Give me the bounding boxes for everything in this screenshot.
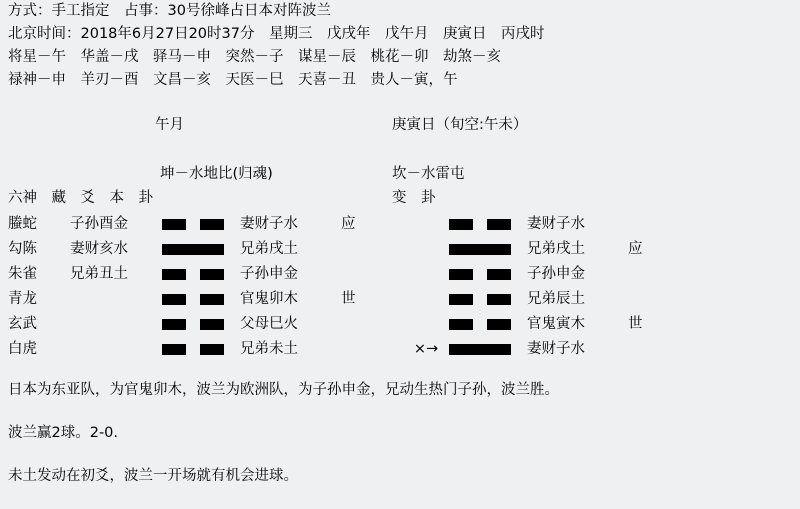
hidden-yao-cell (70, 312, 162, 337)
analysis-paragraph-1: 日本为东亚队，为官鬼卯木，波兰为欧洲队，为子孙申金，兄动生热门子孙，波兰胜。 (8, 382, 559, 398)
yao-line-yin (449, 269, 511, 280)
header-stars-line-2: 禄神－申 羊刃－酉 文昌－亥 天医－巳 天喜－丑 贵人－寅，午 (8, 72, 458, 88)
yao-line-yang (449, 244, 511, 255)
changed-shi-ying-cell (622, 337, 668, 362)
changed-yao-name-cell: 子孙申金 (527, 266, 585, 283)
yao-line-yin (449, 319, 511, 330)
original-shi-ying-cell: 应 (341, 216, 356, 233)
yao-line-yin (162, 319, 224, 330)
table-row (8, 287, 668, 312)
changed-yao-cell (449, 312, 521, 337)
original-shi-ying-cell (335, 312, 403, 337)
table-row (8, 212, 668, 237)
original-yao-name-cell: 父母巳火 (240, 316, 298, 333)
change-arrow-cell: ×→ (413, 341, 439, 358)
yao-line-yin (449, 219, 511, 230)
original-shi-ying-cell (335, 237, 403, 262)
month-label: 午月 (155, 117, 184, 133)
original-yao-cell (162, 312, 234, 337)
changed-yao-name-cell: 官鬼寅木 (527, 316, 585, 333)
original-yao-name-cell: 子孙申金 (240, 266, 298, 283)
hidden-yao-cell: 子孙酉金 (70, 216, 128, 233)
original-yao-name-cell: 官鬼卯木 (240, 291, 298, 308)
analysis-paragraph-3: 未土发动在初爻，波兰一开场就有机会进球。 (8, 468, 298, 484)
yao-line-yang (449, 344, 511, 355)
changed-yao-cell (449, 262, 521, 287)
changed-yao-cell (449, 337, 521, 362)
table-row (8, 312, 668, 337)
six-god-cell: 青龙 (8, 291, 37, 308)
header-time-line: 北京时间：2018年6月27日20时37分 星期三 戊戌年 戊午月 庚寅日 丙戌时 (8, 26, 545, 42)
analysis-paragraph-2: 波兰赢2球。2-0. (8, 425, 119, 441)
header-stars-line-1: 将星－午 华盖－戌 驿马－申 突然－子 谋星－辰 桃花－卯 劫煞－亥 (8, 49, 501, 65)
yao-line-yin (449, 294, 511, 305)
hidden-yao-cell: 兄弟丑土 (70, 266, 128, 283)
six-god-cell: 朱雀 (8, 266, 37, 283)
change-arrow-cell (403, 237, 449, 262)
original-hexagram-name: 坤－水地比(归魂) (160, 166, 273, 182)
changed-shi-ying-cell: 世 (628, 316, 643, 333)
hexagram-table (8, 212, 668, 362)
table-row (8, 237, 668, 262)
changed-yao-cell (449, 212, 521, 237)
original-yao-name-cell: 兄弟未土 (240, 341, 298, 358)
yao-line-yin (162, 219, 224, 230)
change-arrow-cell (403, 312, 449, 337)
column-headers-right: 变 卦 (392, 190, 436, 206)
header-method-line: 方式：手工指定 占事：30号徐峰占日本对阵波兰 (8, 3, 331, 19)
yao-line-yang (162, 244, 224, 255)
original-yao-cell (162, 287, 234, 312)
change-arrow-cell (403, 287, 449, 312)
changed-shi-ying-cell (622, 212, 668, 237)
changed-shi-ying-cell (622, 287, 668, 312)
changed-yao-cell (449, 287, 521, 312)
hidden-yao-cell (70, 287, 162, 312)
changed-shi-ying-cell: 应 (628, 241, 643, 258)
changed-yao-name-cell: 妻财子水 (527, 216, 585, 233)
six-god-cell: 白虎 (8, 341, 37, 358)
change-arrow-cell (403, 262, 449, 287)
original-yao-cell (162, 262, 234, 287)
day-label: 庚寅日（旬空:午未） (392, 117, 528, 133)
changed-shi-ying-cell (622, 262, 668, 287)
changed-hexagram-name: 坎－水雷屯 (392, 166, 465, 182)
changed-yao-name-cell: 兄弟戌土 (527, 241, 585, 258)
column-headers-left: 六神 藏 爻 本 卦 (8, 190, 153, 206)
six-god-cell: 螣蛇 (8, 216, 37, 233)
changed-yao-name-cell: 兄弟辰土 (527, 291, 585, 308)
table-row (8, 262, 668, 287)
original-yao-cell (162, 337, 234, 362)
table-row (8, 337, 668, 362)
yao-line-yin (162, 269, 224, 280)
original-shi-ying-cell: 世 (341, 291, 356, 308)
original-shi-ying-cell (335, 337, 403, 362)
hidden-yao-cell (70, 337, 162, 362)
changed-yao-name-cell: 妻财子水 (527, 341, 585, 358)
yao-line-yin (162, 344, 224, 355)
yao-line-yin (162, 294, 224, 305)
six-god-cell: 玄武 (8, 316, 37, 333)
six-god-cell: 勾陈 (8, 241, 37, 258)
original-yao-name-cell: 兄弟戌土 (240, 241, 298, 258)
original-yao-cell (162, 212, 234, 237)
original-shi-ying-cell (335, 262, 403, 287)
original-yao-cell (162, 237, 234, 262)
original-yao-name-cell: 妻财子水 (240, 216, 298, 233)
change-arrow-cell (403, 212, 449, 237)
changed-yao-cell (449, 237, 521, 262)
hidden-yao-cell: 妻财亥水 (70, 241, 128, 258)
